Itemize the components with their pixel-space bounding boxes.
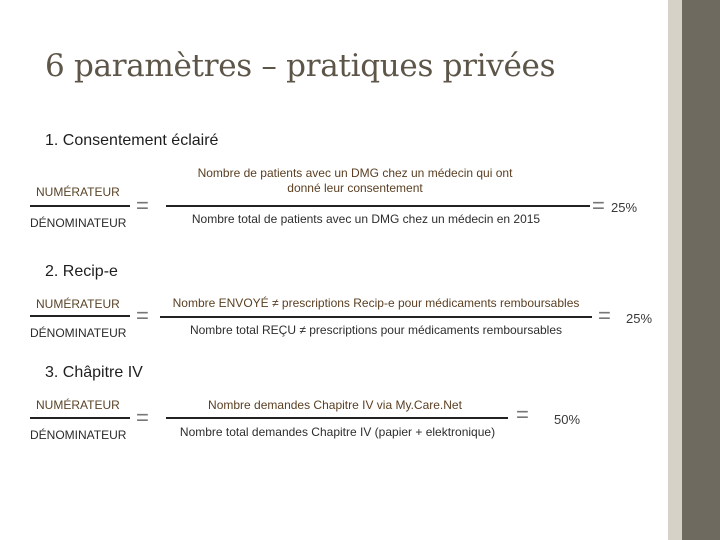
numerator-label: NUMÉRATEUR — [36, 185, 120, 199]
equals-sign-result: = — [598, 303, 611, 328]
equals-sign-result: = — [592, 193, 605, 218]
numerator-text: Nombre ENVOYÉ ≠ prescriptions Recip-e pour médicaments remboursables — [172, 296, 580, 310]
result-value: 50% — [554, 412, 581, 427]
fraction-bar-left — [30, 315, 130, 317]
denominator-label: DÉNOMINATEUR — [30, 428, 127, 442]
equals-sign: = — [136, 405, 149, 430]
section-heading-consentement: 1. Consentement éclairé — [45, 132, 219, 149]
fraction-bar-main — [160, 316, 592, 318]
decorative-sidebar — [668, 0, 720, 540]
denominator-label: DÉNOMINATEUR — [30, 216, 127, 230]
denominator-text: Nombre total REÇU ≠ prescriptions pour médicaments remboursables — [189, 323, 563, 337]
fraction-bar-main — [166, 205, 590, 207]
fraction-bar-main — [166, 417, 508, 419]
denominator-label: DÉNOMINATEUR — [30, 326, 127, 340]
fraction-bar-left — [30, 205, 130, 207]
result-value: 25% — [626, 311, 653, 326]
denominator-text: Nombre total de patients avec un DMG chez un médecin en 2015 — [191, 212, 541, 226]
numerator-label: NUMÉRATEUR — [36, 398, 120, 412]
denominator-text: Nombre total demandes Chapitre IV (papier + elektronique) — [179, 425, 496, 439]
result-value: 25% — [611, 200, 638, 215]
slide-title: 6 paramètres – pratiques privées — [45, 48, 556, 84]
equals-sign: = — [136, 303, 149, 328]
numerator-text: Nombre demandes Chapitre IV via My.Care.Net — [208, 398, 462, 412]
numerator-text: Nombre de patients avec un DMG chez un médecin qui ont donné leur consentement — [197, 166, 513, 195]
section-heading-recipe: 2. Recip-e — [45, 263, 118, 280]
equals-sign-result: = — [516, 402, 529, 427]
sidebar-light-strip — [668, 0, 682, 540]
section-heading-chapitre: 3. Châpitre IV — [45, 364, 143, 381]
fraction-bar-left — [30, 417, 130, 419]
numerator-label: NUMÉRATEUR — [36, 297, 120, 311]
equals-sign: = — [136, 193, 149, 218]
